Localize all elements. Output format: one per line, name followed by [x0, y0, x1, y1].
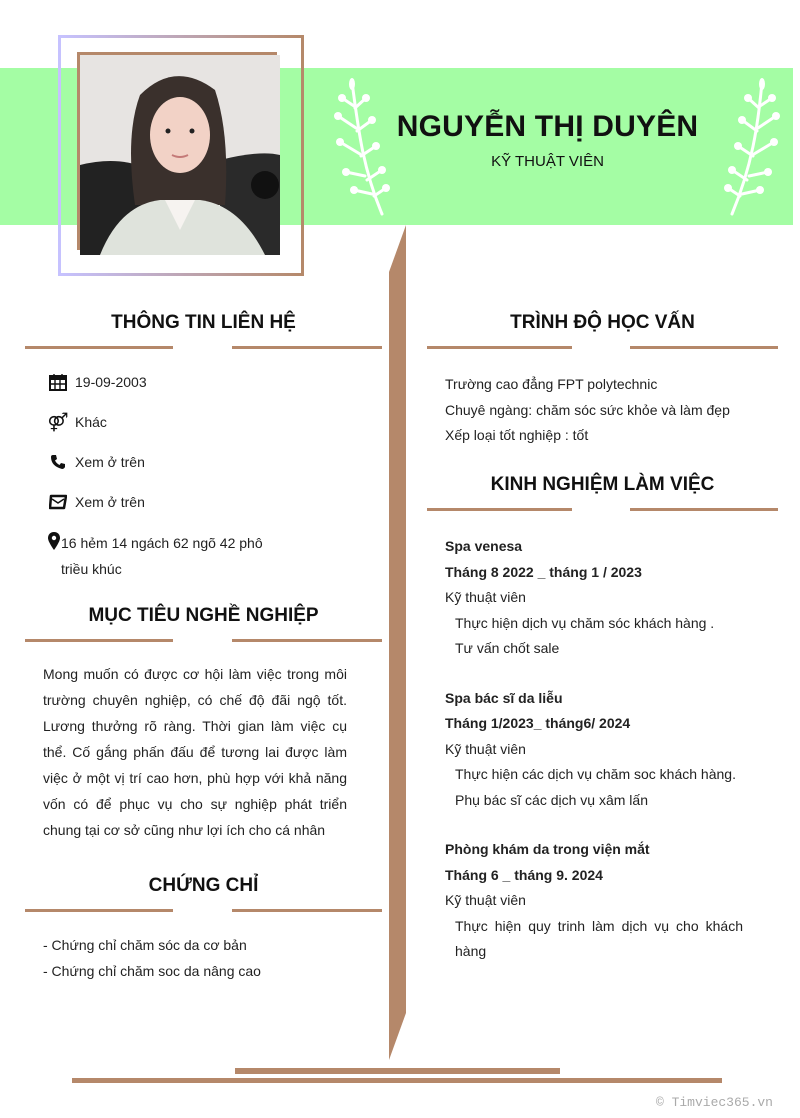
job-role: Kỹ thuật viên — [445, 892, 526, 908]
certificate-item: - Chứng chỉ chăm soc da nâng cao — [43, 962, 261, 979]
objective-section-title: MỤC TIÊU NGHỀ NGHIỆP — [88, 605, 319, 626]
footer-rule-long — [72, 1078, 722, 1083]
phone-icon — [47, 451, 69, 473]
contact-email — [47, 482, 382, 522]
job-duty: Thực hiện quy trinh làm dịch vụ cho khách hàng — [455, 917, 743, 959]
center-divider — [385, 225, 415, 1065]
section-rule — [630, 346, 778, 349]
phone-value: Xem ở trên — [75, 454, 145, 470]
section-rule — [630, 508, 778, 511]
candidate-name: NGUYỄN THỊ DUYÊN — [396, 110, 699, 143]
section-rule — [25, 639, 173, 642]
education-section-title: TRÌNH ĐỘ HỌC VẤN — [510, 312, 695, 333]
gender-icon: ⚤ — [47, 411, 69, 432]
job-period: Tháng 1/2023_ tháng6/ 2024 — [445, 715, 631, 731]
objective-text: Mong muốn có được cơ hội làm việc trong môi trường chuyên nghiệp, có chế độ đãi ngộ tốt. Lương thưởng rõ ràng. Thời gian làm việc cụ thể. Cố gắng phấn đấu để tương lai được làm việc ở một vị trí cao hơn, phù hợp với khả năng vốn có để phục vụ cho sự nghiệp phát triển chung tại cơ sở cũng như lợi ích cho cá nhân — [43, 666, 347, 838]
experience-job — [427, 511, 778, 662]
contact-gender — [47, 402, 382, 442]
contact-section-title: THÔNG TIN LIÊN HỆ — [111, 312, 296, 333]
leaf-branch-icon-right — [722, 76, 782, 216]
calendar-icon — [47, 371, 69, 393]
experience-section — [427, 474, 778, 965]
job-period: Tháng 8 2022 _ tháng 1 / 2023 — [445, 563, 642, 580]
section-rule — [427, 508, 572, 511]
certificates-section — [25, 875, 382, 984]
section-rule — [427, 346, 572, 349]
job-company: Spa venesa — [445, 538, 523, 554]
contact-address — [47, 530, 382, 582]
job-duty: Thực hiện dịch vụ chăm sóc khách hàng . — [455, 614, 715, 631]
certificate-item: - Chứng chỉ chăm sóc da cơ bản — [43, 937, 247, 953]
experience-job — [427, 662, 778, 814]
candidate-job-title: KỸ THUẬT VIÊN — [491, 153, 604, 170]
education-major: Chuyê ngàng: chăm sóc sức khỏe và làm đẹp — [445, 401, 730, 418]
experience-section-title: KINH NGHIỆM LÀM VIỆC — [490, 474, 715, 495]
job-duty: Phụ bác sĩ các dịch vụ xâm lấn — [455, 791, 648, 808]
section-rule — [25, 909, 173, 912]
address-value: 16 hẻm 14 ngách 62 ngõ 42 phô triều khúc — [61, 535, 263, 577]
birthdate-value: 19-09-2003 — [75, 374, 147, 390]
footer-rule-short — [235, 1068, 560, 1074]
contact-phone — [47, 442, 382, 482]
gender-value: Khác — [75, 414, 107, 430]
job-role: Kỹ thuật viên — [445, 740, 526, 757]
section-rule — [232, 909, 382, 912]
job-company: Phòng khám da trong viện mắt — [445, 841, 650, 857]
job-duty: Thực hiện các dịch vụ chăm soc khách hàng. — [455, 766, 736, 782]
job-period: Tháng 6 _ tháng 9. 2024 — [445, 866, 603, 883]
job-duty: Tư vấn chốt sale — [455, 640, 560, 656]
email-value: Xem ở trên — [75, 494, 145, 510]
job-role: Kỹ thuật viên — [445, 589, 526, 605]
contact-birthdate — [47, 362, 382, 402]
watermark: © Timviec365.vn — [655, 1095, 773, 1110]
objective-section — [25, 605, 382, 843]
experience-job — [427, 813, 778, 965]
education-grade: Xếp loại tốt nghiệp : tốt — [445, 427, 589, 443]
section-rule — [25, 346, 173, 349]
location-pin-icon — [47, 532, 61, 555]
job-company: Spa bác sĩ da liễu — [445, 689, 563, 706]
education-section — [427, 312, 778, 449]
section-rule — [232, 346, 382, 349]
contact-section — [25, 312, 382, 582]
leaf-branch-icon-left — [332, 76, 392, 216]
certificates-section-title: CHỨNG CHỈ — [148, 875, 259, 896]
profile-photo — [80, 55, 280, 255]
section-rule — [232, 639, 382, 642]
email-icon — [47, 491, 69, 513]
education-school: Trường cao đẳng FPT polytechnic — [445, 376, 658, 392]
